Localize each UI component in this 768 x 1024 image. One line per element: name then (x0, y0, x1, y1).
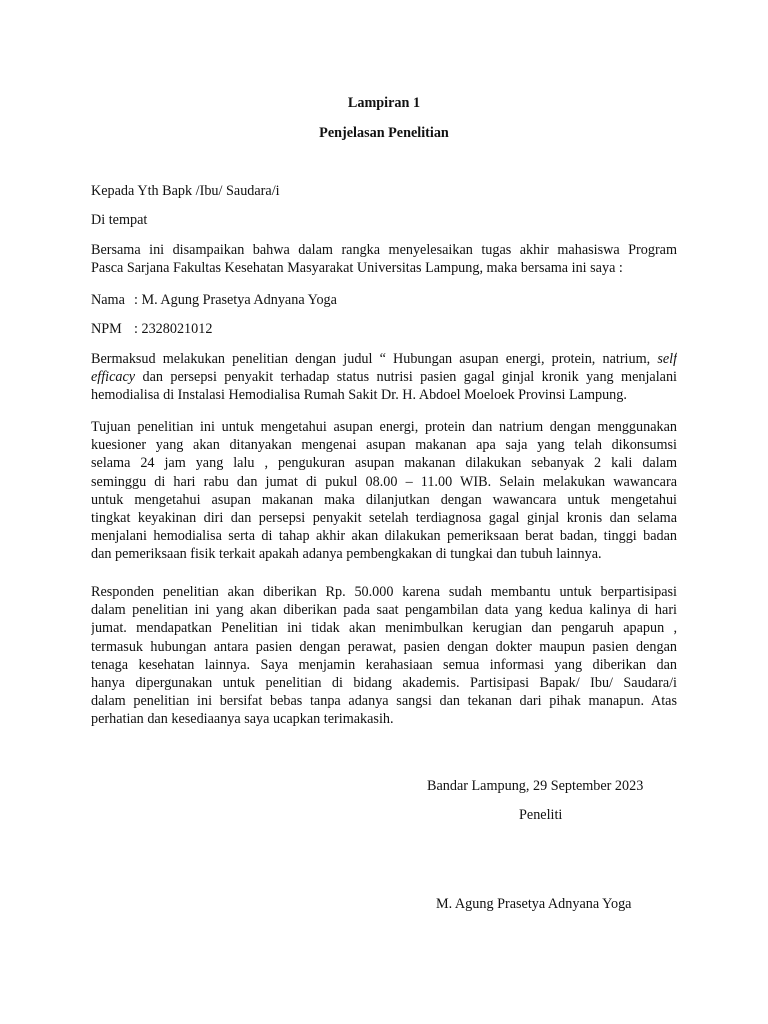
npm-label: NPM (91, 321, 122, 337)
aim-line: seminggu di hari rabu dan jumat di pukul 08.00 – 11.00 WIB. Selain melakukan wawancara (91, 473, 677, 490)
recipient-line: Kepada Yth Bapk /Ibu/ Saudara/i (91, 183, 280, 199)
aim-line: menjalani hemodialisa serta di tahap akhir akan dilakukan pemeriksaan berat badan, tinggi badan (91, 528, 677, 545)
name-value: : M. Agung Prasetya Adnyana Yoga (134, 292, 337, 308)
respondent-line: Responden penelitian akan diberikan Rp. 50.000 karena sudah membantu untuk berpartisipasi (91, 584, 677, 600)
signature-role: Peneliti (519, 807, 563, 823)
document-title: Lampiran 1 (347, 95, 421, 111)
purpose-italic-text: efficacy (91, 369, 136, 386)
intro-paragraph (91, 241, 677, 277)
intro-line: Bersama ini disampaikan bahwa dalam rangka menyelesaikan tugas akhir mahasiswa Program (91, 242, 677, 258)
respondent-line: hanya dipergunakan untuk penelitian di bidang akademis. Partisipasi Bapak/ Ibu/ Saudara/i (91, 674, 677, 691)
purpose-text: Bermaksud melakukan penelitian dengan judul “ Hubungan asupan energi, protein, natrium, (91, 351, 651, 367)
signature-place-date: Bandar Lampung, 29 September 2023 (427, 778, 644, 794)
aim-line: tingkat keyakinan diri dan persepsi penyakit setelah terdiagnosa gagal ginjal kronis dan selama (91, 509, 677, 526)
purpose-line (91, 350, 677, 368)
aim-line: kuesioner yang akan ditanyakan mengenai asupan makanan apa saja yang telah dikonsumsi (91, 437, 677, 454)
respondent-line: dalam penelitian ini bersifat bebas tanpa adanya sangsi dan tekanan dari pihak manapun. Atas (91, 693, 677, 710)
name-label: Nama (91, 292, 125, 308)
purpose-paragraph (91, 350, 677, 405)
intro-line: Pasca Sarjana Fakultas Kesehatan Masyarakat Universitas Lampung, maka bersama ini saya : (91, 260, 623, 277)
signature-name: M. Agung Prasetya Adnyana Yoga (436, 896, 632, 912)
aim-line: selama 24 jam yang lalu , pengukuran asupan makanan dilakukan sebanyak 2 kali dalam (91, 455, 677, 472)
purpose-italic-text: self (657, 351, 677, 367)
npm-value: : 2328021012 (134, 321, 213, 337)
purpose-line (91, 368, 677, 386)
purpose-line: hemodialisa di Instalasi Hemodialisa Rumah Sakit Dr. H. Abdoel Moeloek Provinsi Lampung. (91, 387, 627, 404)
respondent-line: jumat. mendapatkan Penelitian ini tidak akan menimbulkan kerugian dan pengaruh apapun , (91, 620, 677, 637)
respondent-paragraph (91, 583, 677, 729)
document-subtitle: Penjelasan Penelitian (319, 125, 449, 141)
respondent-line: termasuk hubungan antara pasien dengan perawat, pasien dengan dokter maupun pasien dengan (91, 638, 677, 655)
respondent-line: tenaga kesehatan lainnya. Saya menjamin kerahasiaan semua informasi yang diberikan dan (91, 656, 677, 673)
respondent-line: dalam penelitian ini yang akan diberikan pada saat pengambilan data yang kedua kalinya di hari (91, 602, 677, 619)
place-line: Di tempat (91, 212, 148, 228)
purpose-text: dan persepsi penyakit terhadap status nutrisi pasien gagal ginjal kronik yang menjalani (142, 369, 677, 386)
respondent-line: perhatian dan kesediaanya saya ucapkan terimakasih. (91, 711, 394, 728)
aim-line: dan pemeriksaan fisik terkait apakah adanya pembengkakan di tungkai dan tubuh lainnya. (91, 546, 602, 563)
aim-line: untuk mengetahui asupan makanan maka dilanjutkan dengan wawancara untuk mengetahui (91, 491, 677, 508)
aim-paragraph (91, 418, 677, 564)
aim-line: Tujuan penelitian ini untuk mengetahui asupan energi, protein dan natrium dengan menggunakan (91, 419, 677, 435)
